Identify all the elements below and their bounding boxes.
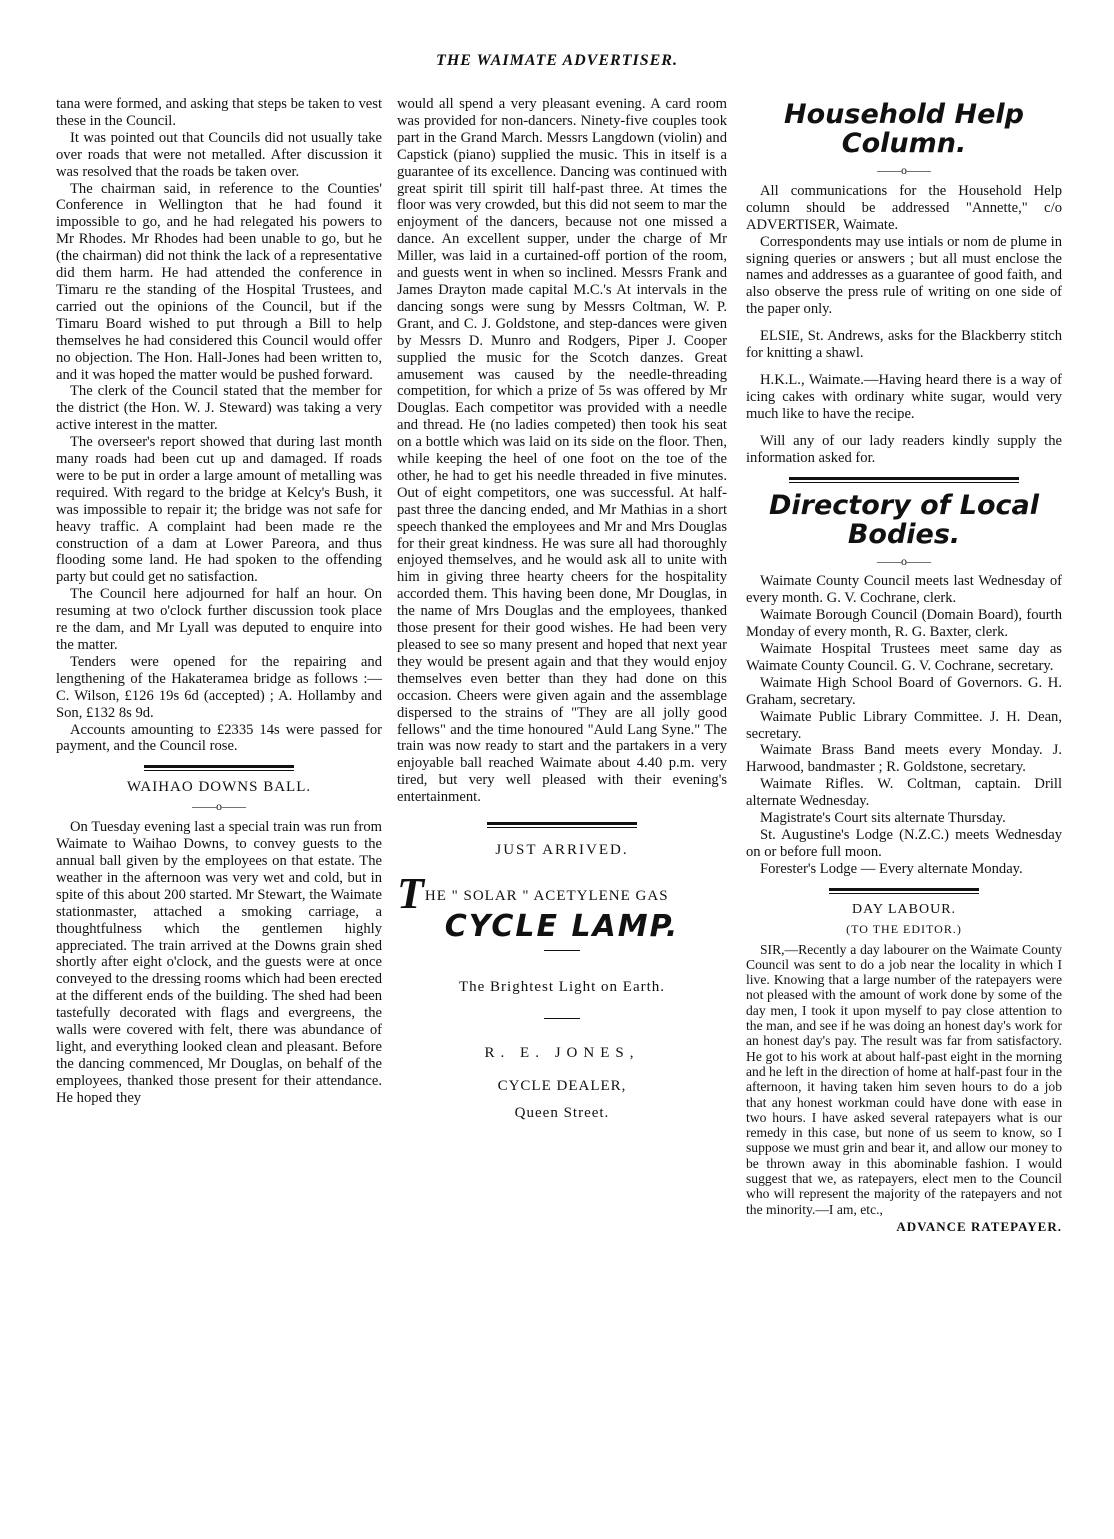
council-paragraph: It was pointed out that Councils did not usually take over roads that were not metalled. After discussion it was resolved that the roads be taken over.	[56, 129, 382, 180]
section-divider	[144, 765, 294, 771]
directory-entry: St. Augustine's Lodge (N.Z.C.) meets Wednesday on or before full moon.	[746, 827, 1062, 860]
household-query: H.K.L., Waimate.—Having heard there is a way of icing cakes with ordinary white sugar, would very much like to have the recipe.	[746, 371, 1062, 422]
directory-entry: Waimate County Council meets last Wednesday of every month. G. V. Cochrane, clerk.	[746, 573, 1062, 607]
council-paragraph: Tenders were opened for the repairing and lengthening of the Hakateramea bridge as follows :—C. Wilson, £126 19s 6d (accepted) ; A. Hollamby and Son, £132 8s 9d.	[56, 653, 382, 721]
letter-signoff: ADVANCE RATEPAYER.	[896, 1218, 1062, 1234]
ad-headline	[397, 868, 727, 918]
directory-entry: Magistrate's Court sits alternate Thursday.	[760, 810, 1006, 827]
directory-entry: Waimate Public Library Committee. J. H. Dean, secretary.	[746, 708, 1062, 742]
household-query: ELSIE, St. Andrews, asks for the Blackberry stitch for knitting a shawl.	[746, 328, 1062, 362]
council-paragraph: The clerk of the Council stated that the member for the district (the Hon. W. J. Steward) was taking a very active interest in the matter.	[56, 383, 382, 434]
masthead: THE WAIMATE ADVERTISER.	[436, 52, 678, 69]
council-paragraph: The overseer's report showed that during last month many roads had been cut up and damaged. If roads were to be put in order a large amount of metalling was required. With regard to the bridge at Kelcy's Bush, it was impossible to repair it; the bridge was not safe for heavy traffic. A complaint had been made re the construction of a dam at Lower Pareora, and thus flooding some land. He had spoken to the offending party but could get no satisfaction.	[56, 434, 382, 586]
directory-separator: ——o——	[877, 553, 931, 568]
ad-trade: CYCLE DEALER,	[497, 1077, 627, 1094]
directory-entry: Waimate Borough Council (Domain Board), fourth Monday of every month, R. G. Baxter, clerk.	[746, 607, 1062, 641]
council-paragraph: Accounts amounting to £2335 14s were passed for payment, and the Council rose.	[56, 721, 382, 755]
household-title: Household Help Column.	[784, 99, 1024, 159]
directory-entry: Waimate Hospital Trustees meet same day as Waimate County Council. G. V. Cochrane, secretary.	[746, 641, 1062, 674]
ball-paragraph: On Tuesday evening last a special train was run from Waimate to Waihao Downs, to convey guests to the annual ball given by the employees on that estate. The weather in the afternoon was very wet and cold, but in spite of this about 200 started. Mr Stewart, the Waimate stationmaster, attached a smoking carriage, a thoughtfulness which the gentlemen highly appreciated. The train arrived at the Downs grain shed shortly after eight o'clock, and the guests were at once conveyed to the dressing rooms which had been erected at the different ends of the building. The shed had been tastefully decorated with flags and evergreens, the walls were covered with felt, there was abundance of light, and everything looked clean and pleasant. Before the dancing commenced, Mr Douglas, on behalf of the employees, thanked those present for their attendance. He hoped they	[56, 819, 382, 1106]
directory-entry: Waimate Rifles. W. Coltman, captain. Drill alternate Wednesday.	[746, 776, 1062, 810]
day-labour-letter	[746, 942, 1062, 1217]
ad-street: Queen Street.	[514, 1104, 610, 1121]
day-labour-heading: DAY LABOUR.	[851, 901, 957, 917]
day-labour-subheading: (TO THE EDITOR.)	[846, 921, 962, 936]
column-1	[56, 96, 382, 1107]
directory-entry: Waimate High School Board of Governors. G. H. Graham, secretary.	[746, 674, 1062, 708]
council-paragraph: The Council here adjourned for half an hour. On resuming at two o'clock further discussion took place re the dam, and Mr Lyall was deputed to enquire into the matter.	[56, 586, 382, 653]
ad-dropcap: T	[397, 868, 425, 918]
household-query: Will any of our lady readers kindly supply the information asked for.	[746, 432, 1062, 466]
directory-entry: Waimate Brass Band meets every Monday. J. Harwood, bandmaster ; R. Goldstone, secretary.	[746, 742, 1062, 776]
household-paragraph: All communications for the Household Help column should be addressed "Annette," c/o ADVERTISER, Waimate.	[746, 182, 1062, 233]
household-separator: ——o——	[877, 163, 931, 177]
ball-heading: WAIHAO DOWNS BALL.	[126, 779, 312, 796]
council-paragraph: tana were formed, and asking that steps be taken to vest these in the Council.	[56, 96, 382, 129]
letter-paragraph: SIR,—Recently a day labourer on the Waimate County Council was sent to do a job near the locality in which I live. Knowing that a large number of the ratepayers were not pleased with the amount of work done by some of the day men, I took it upon myself to pay close attention to the man, and see if he was doing an honest day's work for an honest day's pay. The result was far from satisfactory. He got to his work at about half-past eight in the morning and he left in the direction of home at half-past four in the afternoon, it having taken him seven hours to do a job that any honest workman could have done with ease in two hours. I have asked several ratepayers what is our remedy in this case, but none of us seem to know, so I suppose we must grin and bear it, and allow our money to be thrown away in this abominable fashion. I would suggest that we, as ratepayers, elect men to the Council who will represent the majority of the ratepayers and not the minority.—I am, etc.,	[746, 941, 1062, 1217]
section-divider	[829, 888, 979, 894]
ad-product: CYCLE LAMP.	[444, 908, 680, 944]
ad-short-rule	[544, 950, 580, 951]
ad-divider	[487, 822, 637, 828]
section-divider	[789, 477, 1019, 483]
directory-title: Directory of Local Bodies.	[769, 489, 1039, 550]
ad-tagline: The Brightest Light on Earth.	[458, 978, 666, 995]
council-paragraph: The chairman said, in reference to the Counties' Conference in Wellington that he had found it impossible to go, and he had relegated his powers to Mr Rhodes. Mr Rhodes had been unable to go, but he (the chairman) did not think the lack of a representative did them harm. He had attended the conference in Timaru re the standing of the Hospital Trustees, and carried out the opinions of the Council, but if the Timaru Board wished to put through a Bill to help themselves he had considered this Council would offer no objection. The Hon. Hall-Jones had been written to, and it was hoped the matter would be pushed forward.	[56, 180, 382, 383]
ad-name: R. E. JONES,	[484, 1044, 640, 1061]
column-3	[746, 96, 1062, 1236]
ad-just-arrived: JUST ARRIVED.	[495, 842, 629, 859]
ad-headline-text: HE " SOLAR " ACETYLENE GAS	[424, 887, 669, 904]
ball-separator: ——o——	[192, 799, 246, 814]
ball-continued-paragraph: would all spend a very pleasant evening. A card room was provided for non-dancers. Ninety-five couples took part in the Grand March. Messrs Langdown (violin) and Capstick (piano) supplied the music. This in itself is a guarantee of its excellence. Dancing was continued with great spirit till spirit till half-past three. At times the floor was very crowded, but this did not seem to mar the enjoyment of the dancers, because not one missed a dance. An excellent supper, under the charge of Mr Miller, was laid in a curtained-off portion of the room, and guests went in when so inclined. Messrs Frank and James Drayton made capital M.C.'s At intervals in the dancing songs were sung by Messrs Coltman, W. P. Grant, and C. J. Goldstone, and step-dances were given by Messrs D. Munro and Rodgers, Piper J. Cooper supplied the music for the Scotch danzes. Great amusement was caused by the needle-threading competition, for which a prize of 5s was offered by Mr Douglas. Each competitor was provided with a needle and thread. He (no ladies competed) then took his seat on a bottle which was laid on its side on the floor. Then, while keeping the heel of one foot on the toe of the other, he had to get his needle threaded in five minutes. Out of eight competitors, one was successful. At half-past three the dancing ended, and Mr Mathias in a short speech thanked the employees and Mr and Mrs Douglas for their great kindness. He was sure all had thoroughly enjoyed themselves, and he would ask all to unite with him in giving three hearty cheers for the hospitality accorded them. This having been done, Mr Douglas, in the name of Mrs Douglas and the employees, thanked those present for their good wishes. He had been very pleased to see so many present and hoped that next year they would be present again and that they would enjoy themselves even better than they had done on this occasion. Cheers were given again and the assemblage dispersed to the strains of "They are all jolly good fellows" and the time honoured "Auld Lang Syne." The train was now ready to start and the partakers in a very enjoyable ball reached Waimate about 4.40 p.m. very tired, but very well pleased with their evening's entertainment.	[397, 96, 727, 806]
household-paragraph: Correspondents may use intials or nom de plume in signing queries or answers ; but all must enclose the names and addresses as a guarantee of good faith, and also observe the press rule of writing on one side of the paper only.	[746, 233, 1062, 318]
ad-short-rule	[544, 1018, 580, 1019]
directory-entry: Forester's Lodge — Every alternate Monday.	[760, 860, 1023, 877]
column-2	[397, 96, 727, 1132]
